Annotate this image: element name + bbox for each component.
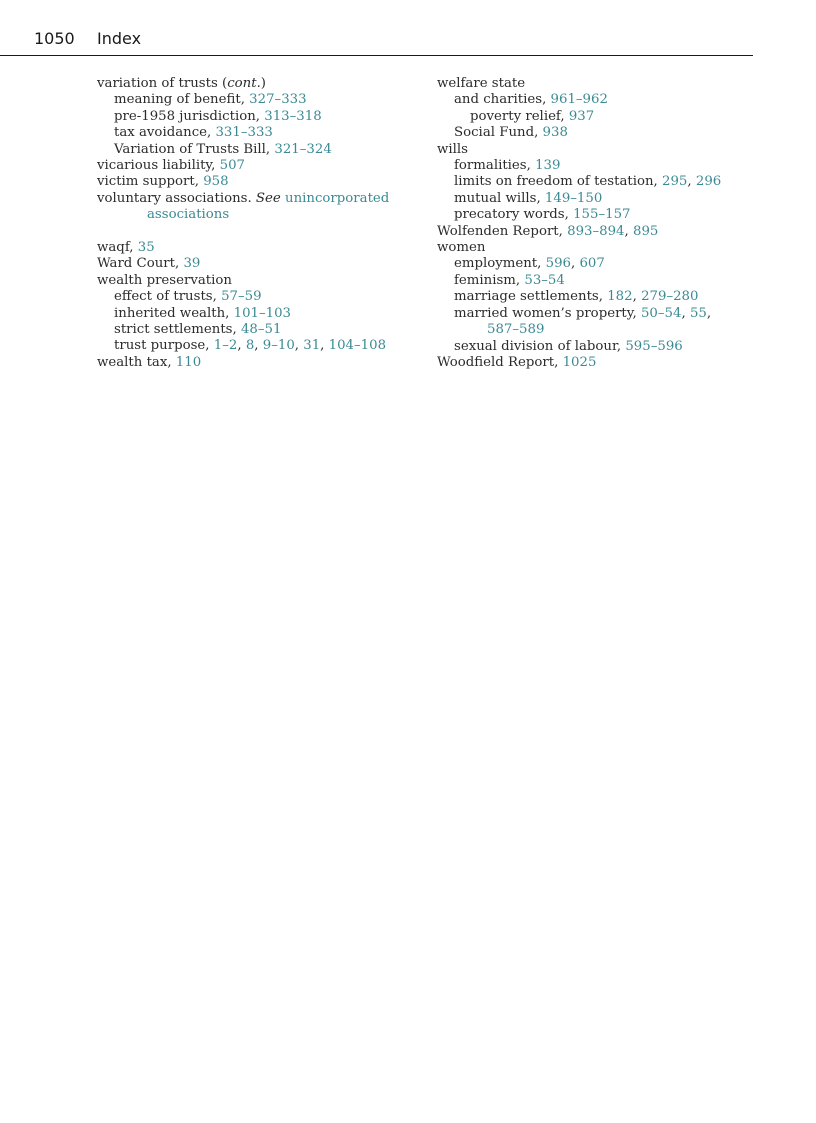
page-ref-link[interactable]: 48–51 [240, 322, 282, 338]
index-entry-wealth-tax: wealth tax, 110 [97, 354, 202, 370]
page-ref-link[interactable]: 50–54 [640, 305, 682, 321]
index-subentry-and-charities: and charities, 961–962 [454, 92, 608, 108]
index-entry-waqf: waqf, 35 [97, 240, 155, 256]
page-ref-link[interactable]: 279–280 [641, 289, 699, 305]
page-ref-link[interactable]: 296 [695, 174, 722, 190]
index-entry-woodfield-report: Woodfield Report, 1025 [437, 354, 597, 370]
page-ref-link[interactable]: 8 [245, 338, 255, 354]
index-subentry-tax-avoidance: tax avoidance, 331–333 [114, 125, 273, 141]
index-subentry-pre-1958-jurisdiction: pre-1958 jurisdiction, 313–318 [114, 108, 322, 124]
index-entry-continuation [97, 207, 417, 223]
page-ref-link[interactable]: 110 [175, 354, 202, 370]
index-subentry-meaning-of-benefit: meaning of benefit, 327–333 [114, 92, 307, 108]
index-column-left [97, 76, 417, 371]
page-ref-link[interactable]: 295 [662, 174, 688, 190]
page-ref-link[interactable]: 507 [219, 158, 246, 174]
page-ref-link[interactable]: 55 [689, 305, 707, 321]
index-entry-women: women [437, 240, 486, 256]
page-ref-link[interactable]: 155–157 [573, 207, 631, 223]
page-ref-link[interactable]: 331–333 [215, 125, 273, 141]
index-entry-wolfenden-report: Wolfenden Report, 893–894, 895 [437, 223, 659, 239]
page-ref-link[interactable]: 57–59 [221, 289, 262, 305]
index-entry-vicarious-liability: vicarious liability, 507 [97, 158, 246, 174]
page-ref-link[interactable]: 1025 [562, 354, 597, 370]
index-subentry-variation-of-trusts-bill: Variation of Trusts Bill, 321–324 [114, 141, 332, 157]
index-entry-wills: wills [437, 141, 468, 157]
page-ref-link[interactable]: 53–54 [524, 272, 565, 288]
index-subentry-inherited-wealth: inherited wealth, 101–103 [114, 305, 292, 321]
index-subentry-marriage-settlements: marriage settlements, 182, 279–280 [454, 289, 699, 305]
index-subentry-trust-purpose: trust purpose, 1–2, 8, 9–10, 31, 104–108 [114, 338, 387, 354]
page-ref-link[interactable]: 101–103 [233, 305, 292, 321]
letter-group-gap [97, 224, 417, 240]
page-ref-link[interactable]: 1–2 [213, 338, 238, 354]
page-ref-link[interactable]: 327–333 [249, 92, 307, 108]
index-entry-ward-court: Ward Court, 39 [97, 256, 201, 272]
page-ref-link[interactable]: 596 [545, 256, 571, 272]
page-ref-link[interactable]: 321–324 [274, 141, 332, 157]
page-ref-link[interactable]: 182 [607, 289, 633, 305]
page-number: 1050 [34, 29, 75, 48]
index-entry-continuation [437, 322, 757, 338]
index-subentry-limits-on-freedom: limits on freedom of testation, 295, 296 [454, 174, 722, 190]
page-ref-link[interactable]: 937 [568, 108, 595, 124]
index-subentry-effect-of-trusts: effect of trusts, 57–59 [114, 289, 262, 305]
index-subentry-precatory-words: precatory words, 155–157 [454, 207, 631, 223]
page-ref-link[interactable]: 607 [579, 256, 605, 272]
index-subentry-sexual-division-of-labour: sexual division of labour, 595–596 [454, 338, 683, 354]
cross-ref-link[interactable]: associations [147, 207, 230, 223]
index-subsubentry-poverty-relief: poverty relief, 937 [470, 108, 595, 124]
page-ref-link[interactable]: 595–596 [625, 338, 683, 354]
index-subentry-feminism: feminism, 53–54 [454, 272, 565, 288]
page-ref-link[interactable]: 893–894 [567, 223, 625, 239]
index-entry-victim-support: victim support, 958 [97, 174, 229, 190]
page-ref-link[interactable]: 104–108 [328, 338, 387, 354]
index-subentry-employment: employment, 596, 607 [454, 256, 605, 272]
index-subentry-formalities: formalities, 139 [454, 158, 561, 174]
index-subentry-married-womens-property: married women’s property, 50–54, 55, [454, 305, 712, 321]
index-subentry-mutual-wills: mutual wills, 149–150 [454, 190, 603, 206]
index-subentry-strict-settlements: strict settlements, 48–51 [114, 322, 282, 338]
page-ref-link[interactable]: 35 [137, 240, 155, 256]
page-header [0, 0, 753, 56]
cross-ref-link[interactable]: unincorporated [285, 190, 390, 206]
page-ref-link[interactable]: 961–962 [550, 92, 608, 108]
index-column-right [437, 76, 757, 371]
running-head: Index [97, 29, 142, 48]
page-ref-link[interactable]: 895 [633, 223, 659, 239]
page-ref-link[interactable]: 39 [183, 256, 201, 272]
page-ref-link[interactable]: 313–318 [264, 108, 322, 124]
page-ref-link[interactable]: 149–150 [544, 190, 603, 206]
index-entry-welfare-state: welfare state [437, 76, 526, 91]
page-ref-link[interactable]: 31 [303, 338, 321, 354]
index-entry-voluntary-associations: voluntary associations. See unincorporated [97, 190, 390, 206]
index-entry-wealth-preservation: wealth preservation [97, 272, 232, 288]
page-ref-link[interactable]: 958 [203, 174, 229, 190]
page-ref-link[interactable]: 938 [542, 125, 568, 141]
page-ref-link[interactable]: 9–10 [262, 338, 295, 354]
index-entry-variation-of-trusts: variation of trusts (cont.) [97, 76, 266, 91]
page-ref-link[interactable]: 139 [535, 158, 561, 174]
index-subentry-social-fund: Social Fund, 938 [454, 125, 568, 141]
page-ref-link[interactable]: 587–589 [487, 322, 545, 338]
